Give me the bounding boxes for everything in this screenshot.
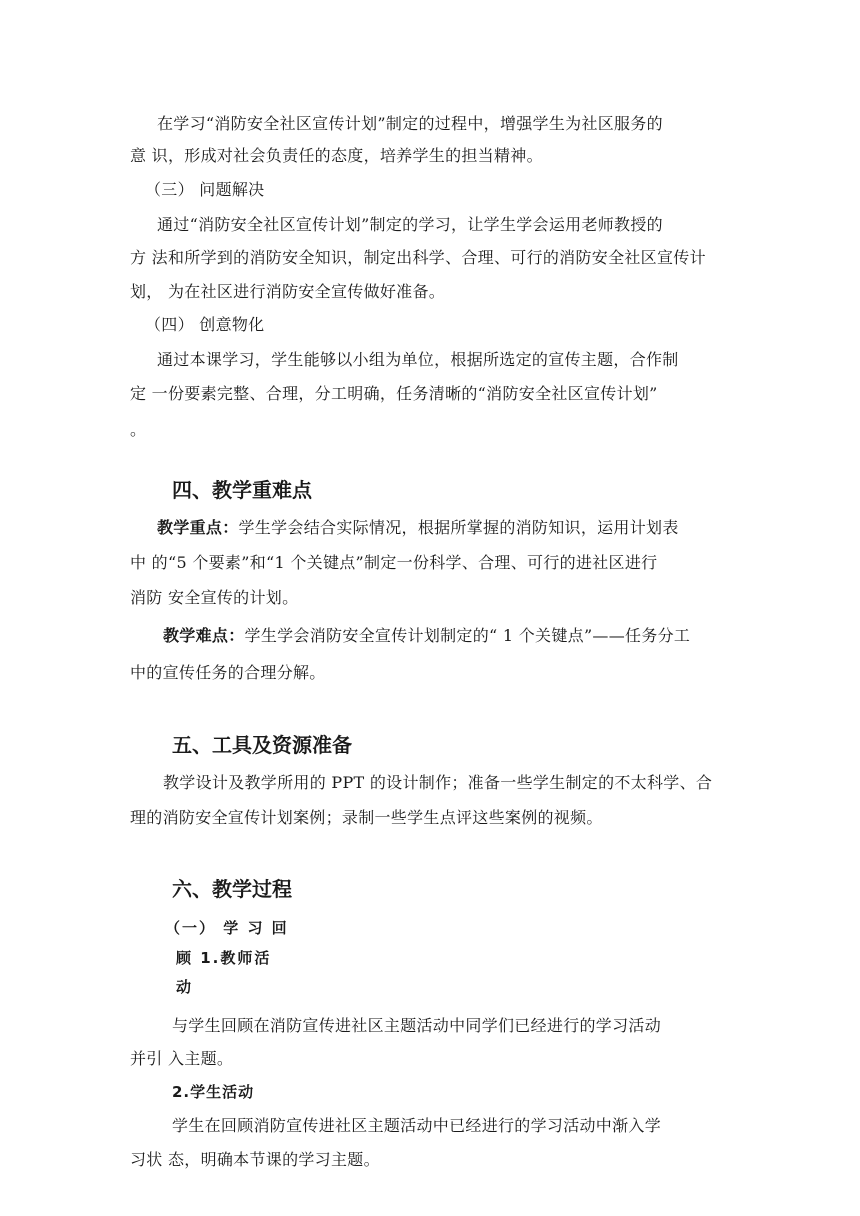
subsection-title: 动 bbox=[176, 978, 194, 996]
paragraph-line: 方 法和所学到的消防安全知识，制定出科学、合理、可行的消防安全社区宣传计 bbox=[130, 248, 706, 267]
paragraph-line bbox=[157, 518, 767, 538]
subsection-title: （一） 学 习 回 bbox=[165, 919, 289, 937]
paragraph-line: 通过“消防安全社区宣传计划”制定的学习，让学生学会运用老师教授的 bbox=[157, 215, 663, 234]
subsection-title: （三） 问题解决 bbox=[145, 180, 265, 199]
paragraph-line: 与学生回顾在消防宣传进社区主题活动中同学们已经进行的学习活动 bbox=[172, 1016, 662, 1035]
paragraph-line: 教学设计及教学所用的 PPT 的设计制作；准备一些学生制定的不太科学、合 bbox=[163, 773, 713, 792]
paragraph-line: 定 一份要素完整、合理，分工明确，任务清晰的“消防安全社区宣传计划” bbox=[130, 384, 658, 403]
paragraph-line: 。 bbox=[130, 420, 147, 439]
paragraph-line: 意 识，形成对社会负责任的态度，培养学生的担当精神。 bbox=[130, 146, 543, 165]
section-heading: 四、教学重难点 bbox=[172, 478, 312, 502]
paragraph-text: 学生学会结合实际情况，根据所掌握的消防知识，运用计划表 bbox=[238, 518, 679, 537]
paragraph-line: 中的宣传任务的合理分解。 bbox=[130, 663, 326, 682]
paragraph-line bbox=[163, 626, 773, 646]
paragraph-line: 学生在回顾消防宣传进社区主题活动中已经进行的学习活动中渐入学 bbox=[172, 1116, 662, 1135]
section-heading: 六、教学过程 bbox=[172, 877, 292, 901]
bold-label: 教学重点： bbox=[157, 518, 239, 537]
paragraph-line: 理的消防安全宣传计划案例；录制一些学生点评这些案例的视频。 bbox=[130, 808, 603, 827]
paragraph-text: 学生学会消防安全宣传计划制定的“ 1 个关键点”——任务分工 bbox=[244, 626, 691, 645]
bold-label: 教学难点： bbox=[163, 626, 245, 645]
section-heading: 五、工具及资源准备 bbox=[172, 733, 352, 757]
paragraph-line: 习状 态，明确本节课的学习主题。 bbox=[130, 1150, 380, 1169]
paragraph-line: 在学习“消防安全社区宣传计划”制定的过程中，增强学生为社区服务的 bbox=[157, 114, 663, 133]
paragraph-line: 通过本课学习，学生能够以小组为单位，根据所选定的宣传主题，合作制 bbox=[157, 350, 679, 369]
subsection-title: 2.学生活动 bbox=[172, 1083, 255, 1101]
subsection-title: 顾 1.教师活 bbox=[176, 949, 272, 967]
paragraph-line: 划， 为在社区进行消防安全宣传做好准备。 bbox=[130, 282, 446, 301]
paragraph-line: 消防 安全宣传的计划。 bbox=[130, 588, 299, 607]
paragraph-line: 并引 入主题。 bbox=[130, 1049, 234, 1068]
subsection-title: （四） 创意物化 bbox=[145, 315, 265, 334]
paragraph-line: 中 的“5 个要素”和“1 个关键点”制定一份科学、合理、可行的进社区进行 bbox=[130, 553, 658, 572]
